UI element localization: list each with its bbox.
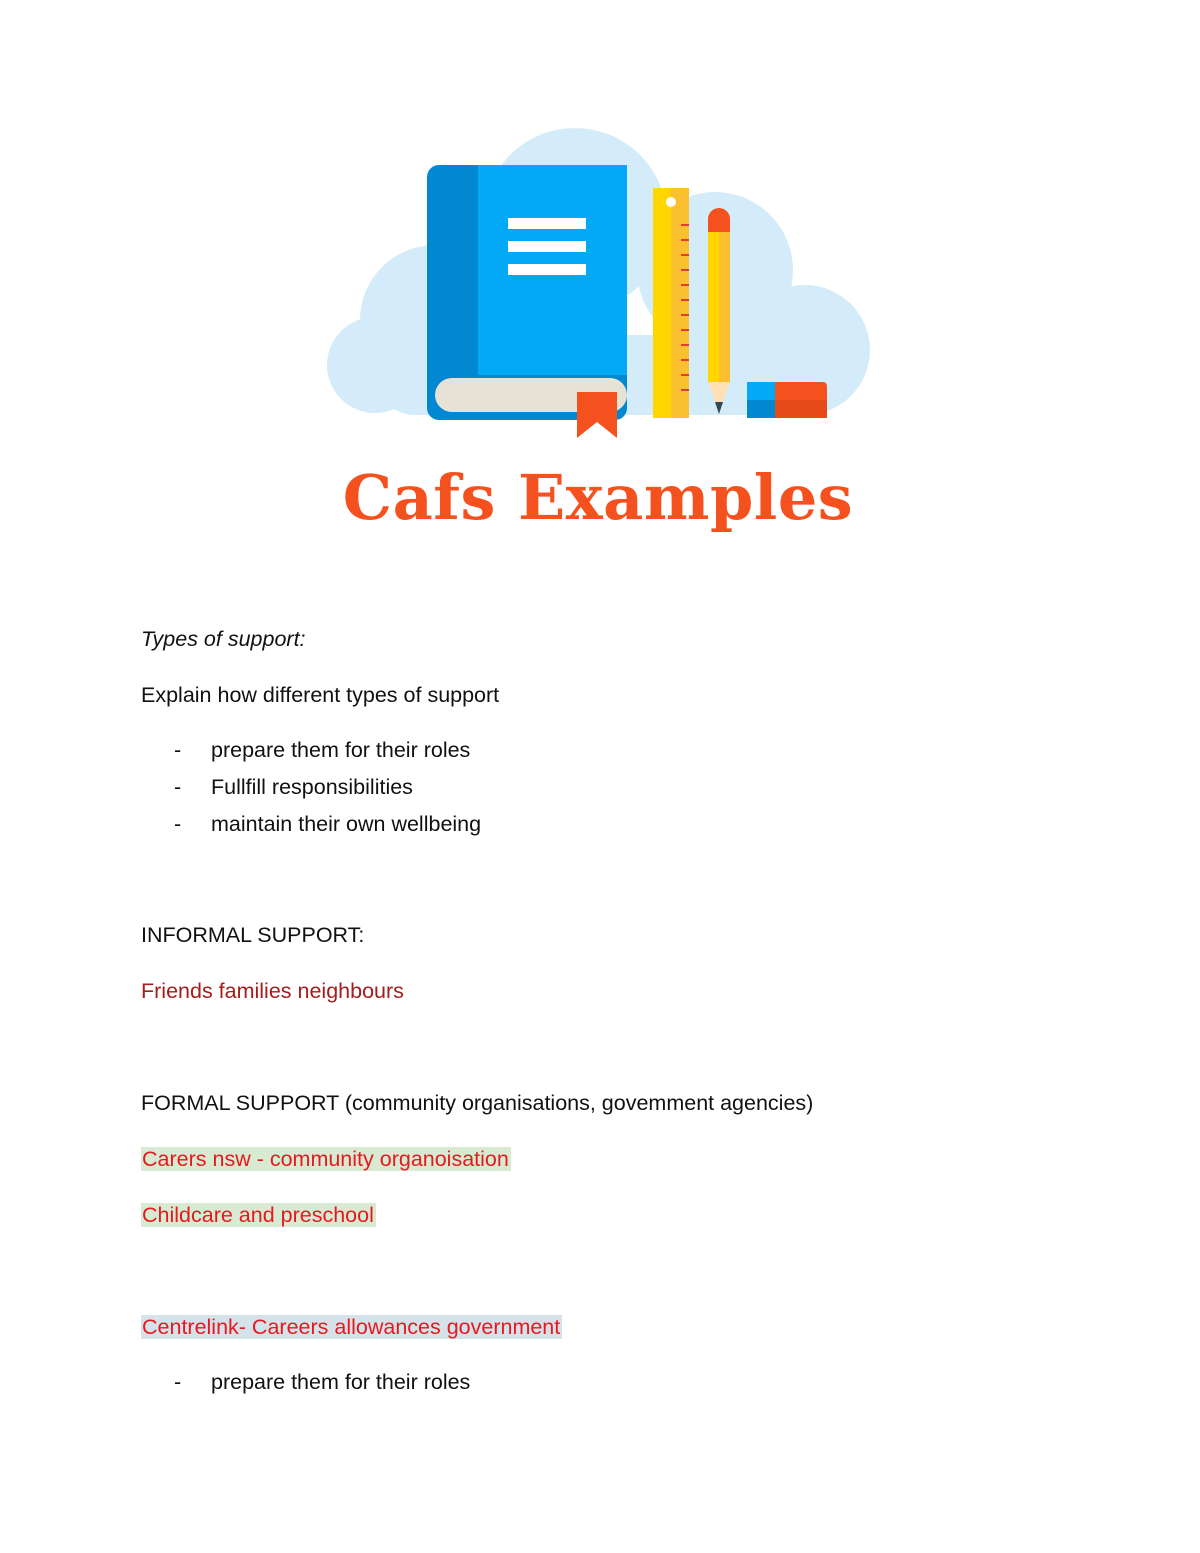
types-of-support-heading: Types of support: [141, 627, 306, 651]
list-item-text: prepare them for their roles [211, 1370, 471, 1394]
bullet-dash: - [174, 775, 182, 799]
list-item-text: prepare them for their roles [211, 738, 471, 762]
informal-support-examples: Friends families neighbours [141, 979, 404, 1003]
ruler-icon [653, 188, 689, 418]
highlighted-text: Childcare and preschool [142, 1203, 374, 1227]
eraser-icon [747, 382, 827, 418]
centrelink-line [141, 1312, 562, 1342]
formal-support-heading: FORMAL SUPPORT (community organisations, govemment agencies) [141, 1091, 814, 1115]
bookmark-icon [577, 392, 617, 438]
book-icon [427, 165, 627, 438]
informal-support-heading: INFORMAL SUPPORT: [141, 923, 365, 947]
header-illustration [320, 120, 880, 450]
bullet-dash: - [174, 1370, 182, 1394]
list-item-text: maintain their own wellbeing [211, 812, 482, 836]
document-title: Cafs Examples [342, 461, 854, 534]
highlighted-text: Carers nsw - community organoisation [142, 1147, 509, 1171]
pencil-icon [708, 208, 730, 414]
bullet-dash: - [174, 812, 182, 836]
list-item-text: Fullfill responsibilities [211, 775, 413, 799]
highlighted-text: Centrelink- Careers allowances government [142, 1315, 561, 1339]
formal-example-line [141, 1200, 376, 1230]
explain-line: Explain how different types of support [141, 683, 500, 707]
bullet-dash: - [174, 738, 182, 762]
formal-example-line [141, 1144, 511, 1174]
